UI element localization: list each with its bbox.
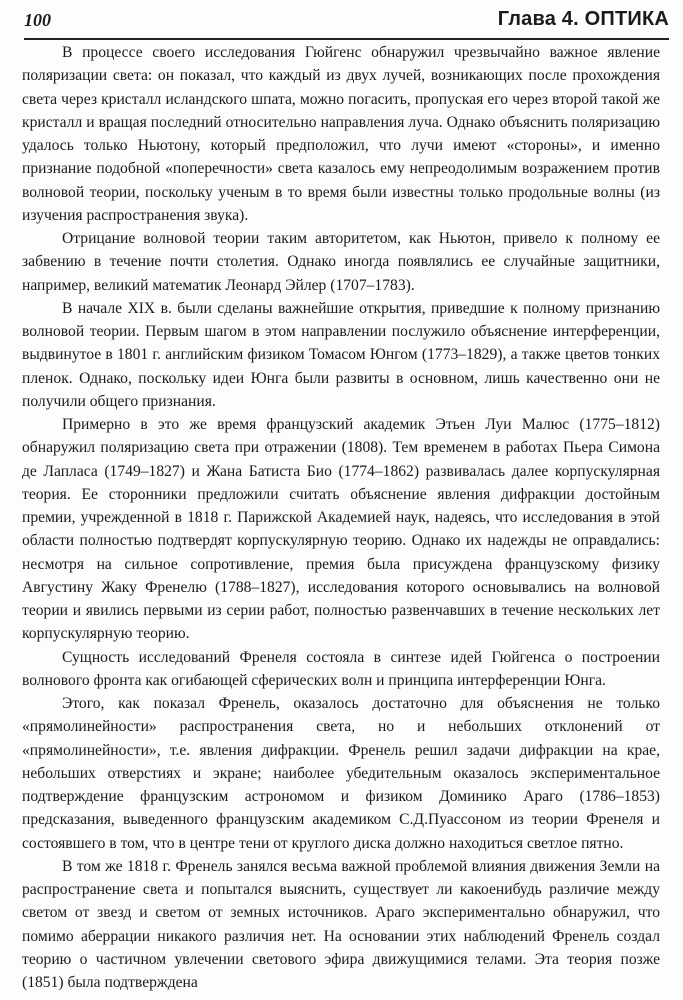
paragraph: Отрицание волновой теории таким авторитетом, как Ньютон, привело к полному ее забвению в течение почти столетия. Однако иногда появлялись ее случайные защитники, например, великий математик Леонард Эйлер (1707–1783). bbox=[22, 230, 660, 294]
page-header bbox=[24, 8, 669, 40]
paragraph: Сущность исследований Френеля состояла в синтезе идей Гюйгенса о построении волнового фронта как огибающей сферических волн и принципа интерференции Юнга. bbox=[22, 648, 660, 689]
paragraph: В начале XIX в. были сделаны важнейшие открытия, приведшие к полному признанию волновой теории. Первым шагом в этом направлении послужило объяснение интерференции, выдвинутое в 1801 г. английским физиком Томасом Юнгом (1773–1829), а также цветов тонких пленок. Однако, поскольку идеи Юнга были развиты в основном, лишь качественно они не получили общего признания. bbox=[22, 299, 660, 410]
paragraph: Этого, как показал Френель, оказалось достаточно для объяснения не только «прямолинейности» распространения света, но и небольших отклонений от «прямолинейности», т.е. явления дифракции. Френель решил задачи дифракции на крае, небольших отверстиях и экране; наиболее убедительным оказалось экспериментальное подтверждение французским астрономом и физиком Доминико Араго (1786–1853) предсказания, выведенного французским академиком С.Д.Пуассоном из теории Френеля и состоявшего в том, что в центре тени от круглого диска должно находиться светлое пятно. bbox=[22, 695, 660, 852]
paragraph: В том же 1818 г. Френель занялся весьма важной проблемой влияния движения Земли на распространение света и попытался выяснить, существует ли какоенибудь различие между светом от звезд и светом от земных источников. Араго экспериментально обнаружил, что помимо аберрации никакого различия нет. На основании этих наблюдений Френель создал теорию о частичном увлечении светового эфира движущимися телами. Эта теория позже (1851) была подтверждена bbox=[22, 857, 660, 991]
body-text bbox=[22, 41, 660, 994]
page-number: 100 bbox=[24, 10, 51, 30]
chapter-title: Глава 4. ОПТИКА bbox=[497, 8, 669, 30]
paragraph: Примерно в это же время французский академик Этьен Луи Малюс (1775–1812) обнаружил поляризацию света при отражении (1808). Тем временем в работах Пьера Симона де Лапласа (1749–1827) и Жана Батиста Био (1774–1862) развивалась далее корпускулярная теория. Ее сторонники предложили считать объяснение явления дифракции достойным премии, учрежденной в 1818 г. Парижской Академией наук, надеясь, что исследования в этой области полностью подтвердят корпускулярную теорию. Однако их надежды не оправдались: несмотря на сильное сопротивление, премия была присуждена французскому физику Августину Жаку Френелю (1788–1827), исследования которого основывались на волновой теории и явились первыми из серии работ, полностью развенчавших в течение нескольких лет корпускулярную теорию. bbox=[22, 416, 660, 643]
paragraph: В процессе своего исследования Гюйгенс обнаружил чрезвычайно важное явление поляризации света: он показал, что каждый из двух лучей, возникающих после прохождения света через кристалл исландского шпата, можно погасить, пропуская его через второй такой же кристалл и вращая последний относительно направления луча. Однако объяснить поляризацию удалось только Ньютону, который предположил, что лучи имеют «стороны», и именно признание подобной «поперечности» света казалось ему непреодолимым возражением против волновой теории, поскольку ученым в то время были известны только продольные волны (из изучения распространения звука). bbox=[22, 44, 660, 224]
